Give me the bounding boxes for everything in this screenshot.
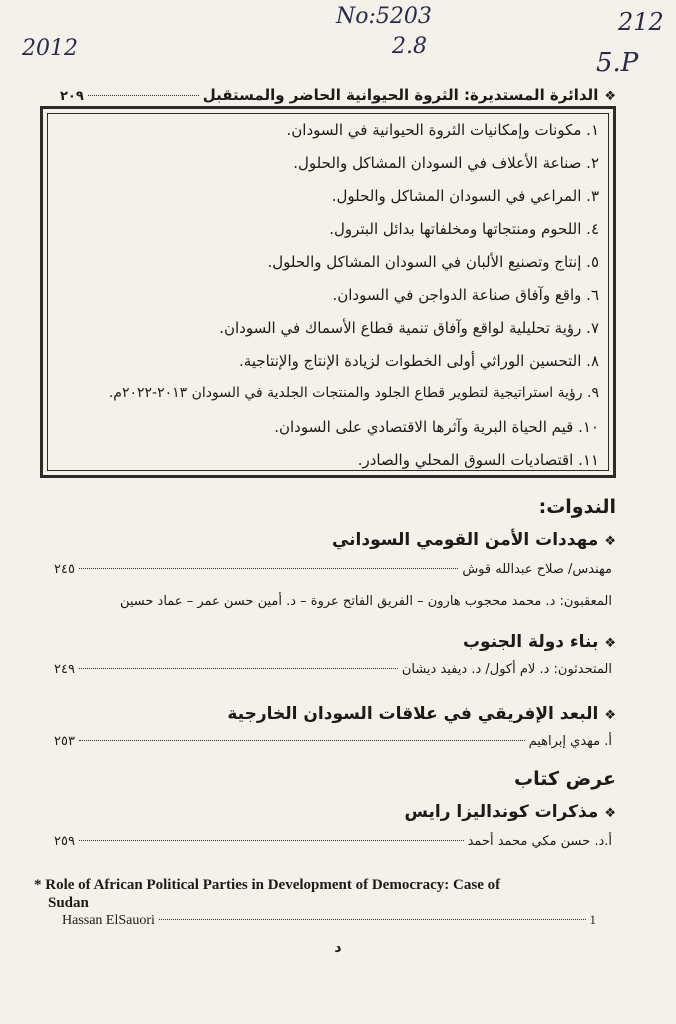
english-article-page: 1 [589,912,596,927]
diamond-bullet-icon: ❖ [604,708,616,723]
book-review-title: ❖مذكرات كونداليزا رايس [404,802,616,822]
seminar-commentators: المعقبون: د. محمد محجوب هارون – الفريق الفاتح عروة – د. أمين حسن عمر – عماد حسين [119,594,612,609]
dot-leader [159,919,586,920]
diamond-bullet-icon: ❖ [604,636,616,651]
topics-box [40,106,616,478]
box-item: ٦. واقع وآفاق صناعة الدواجن في السودان. [332,286,599,304]
seminar-speaker: أ. مهدي إبراهيم [528,734,612,749]
book-review-page: ٢٥٩ [54,834,75,849]
box-item: ٢. صناعة الأعلاف في السودان المشاكل والحلول. [293,154,599,172]
dot-leader [79,740,525,741]
seminar-page: ٢٤٥ [54,562,75,577]
seminar-title: ❖البعد الإفريقي في علاقات السودان الخارجية [227,704,616,724]
handwritten-year: 2012 [22,36,78,61]
section-header-row [60,86,616,104]
english-author-row [62,912,596,929]
dot-leader [79,568,458,569]
box-item: ٣. المراعي في السودان المشاكل والحلول. [331,187,599,205]
dot-leader [79,668,398,669]
diamond-bullet-icon: ❖ [604,89,616,104]
box-item: ٨. التحسين الوراثي أولى الخطوات لزيادة الإنتاج والإنتاجية. [239,352,599,370]
handwritten-top-right: 212 [618,8,664,36]
box-item: ٧. رؤية تحليلية لواقع وآفاق تنمية قطاع الأسماك في السودان. [219,319,599,337]
seminar-speaker: المتحدثون: د. لام أكول/ د. ديفيد ديشان [401,662,612,677]
seminar-title: ❖مهددات الأمن القومي السوداني [331,530,616,550]
seminar-title: ❖بناء دولة الجنوب [462,632,616,652]
seminar-speaker-row [54,734,612,749]
book-review-author: أ.د. حسن مكي محمد أحمد [467,834,612,849]
book-review-heading: عرض كتاب [513,768,616,790]
english-article-author: Hassan ElSauori [62,913,155,928]
seminar-page: ٢٤٩ [54,662,75,677]
box-item: ٥. إنتاج وتصنيع الألبان في السودان المشاكل والحلول. [267,253,599,271]
box-item: ٤. اللحوم ومنتجاتها ومخلفاتها بدائل البترول. [329,220,599,238]
english-article-title: * Role of African Political Parties in Development of Democracy: Case of Sudan [34,877,501,911]
seminars-heading: الندوات: [538,496,616,518]
seminar-speaker-row [54,662,612,677]
box-item: ٩. رؤية استراتيجية لتطوير قطاع الجلود والمنتجات الجلدية في السودان ٢٠١٣-٢٠٢٢م. [108,385,599,401]
diamond-bullet-icon: ❖ [604,534,616,549]
book-review-author-row [54,834,612,849]
page-number: د [334,940,342,956]
box-item: ١. مكونات وإمكانيات الثروة الحيوانية في السودان. [286,121,599,139]
handwritten-under-number: 2.8 [392,34,427,59]
seminar-speaker: مهندس/ صلاح عبدالله قوش [462,562,612,577]
dot-leader [79,840,464,841]
handwritten-number: No:5203 [336,4,432,29]
seminar-page: ٢٥٣ [54,734,75,749]
section-header-title: الدائرة المستديرة: الثروة الحيوانية الحاضر والمستقبل [202,86,599,104]
box-item: ١٠. قيم الحياة البرية وآثرها الاقتصادي على السودان. [274,418,599,436]
section-header-page: ٢٠٩ [60,89,84,104]
handwritten-right: 5.P [596,48,639,78]
diamond-bullet-icon: ❖ [604,806,616,821]
box-item: ١١. اقتصاديات السوق المحلي والصادر. [357,451,599,469]
dot-leader [88,95,199,96]
seminar-speaker-row [54,562,612,577]
